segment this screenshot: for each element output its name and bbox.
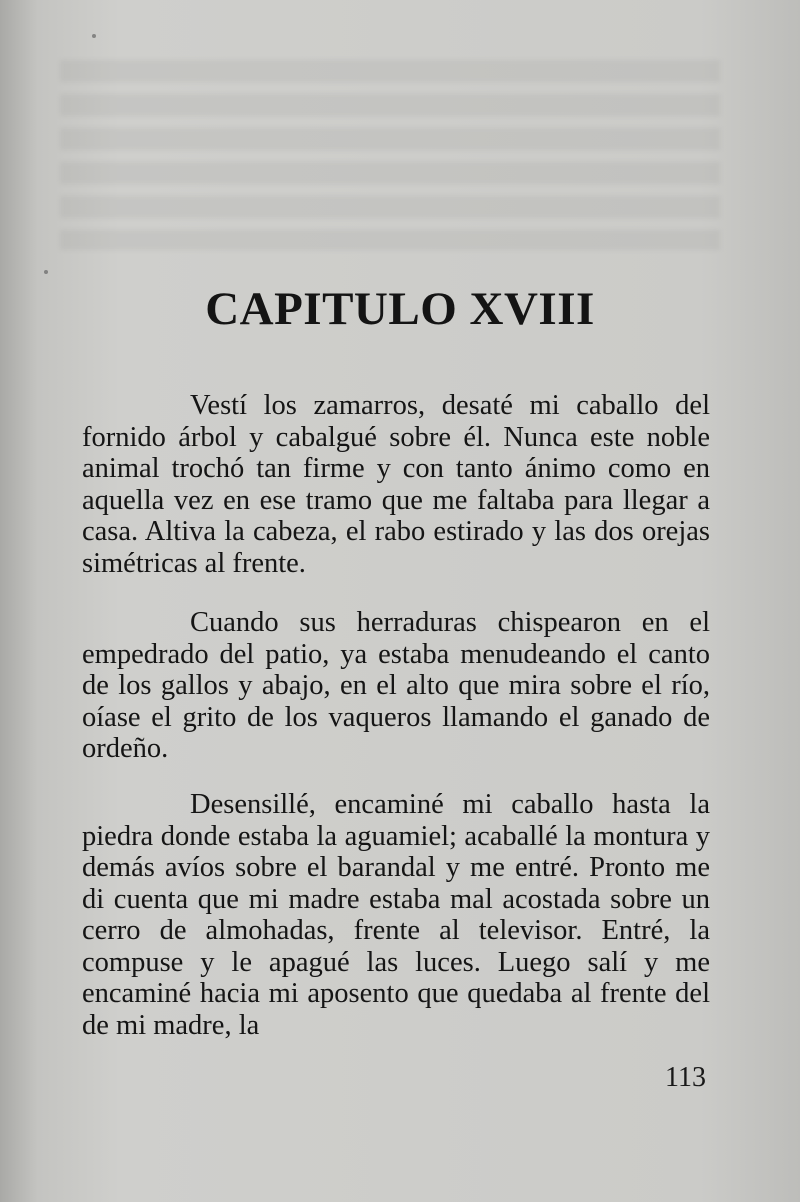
show-through-text — [60, 60, 720, 250]
paper-speck — [92, 34, 96, 38]
chapter-title: CAPITULO XVIII — [205, 283, 595, 335]
page-number: 113 — [665, 1062, 706, 1093]
paragraph-1: Vestí los zamarros, desaté mi caballo del fornido árbol y cabalgué sobre él. Nunca este noble animal trochó tan firme y con tanto ánimo como en aquella vez en ese tramo que me faltaba para llegar a casa. Altiva la cabeza, el rabo estirado y las dos orejas simétricas al frente. — [82, 390, 710, 579]
paragraph-2: Cuando sus herraduras chispearon en el empedrado del patio, ya estaba menudeando el canto de los gallos y abajo, en el alto que mira sobre el río, oíase el grito de los vaqueros llamando el ganado de ordeño. — [82, 607, 710, 764]
paragraph-3: Desensillé, encaminé mi caballo hasta la piedra donde estaba la aguamiel; acaballé la montura y demás avíos sobre el barandal y me entré. Pronto me di cuenta que mi madre estaba mal acostada sobre un cerro de almohadas, frente al televisor. Entré, la compuse y le apagué las luces. Luego salí y me encaminé hacia mi aposento que quedaba al frente del de mi madre, la — [82, 789, 710, 1041]
paper-speck — [44, 270, 48, 274]
